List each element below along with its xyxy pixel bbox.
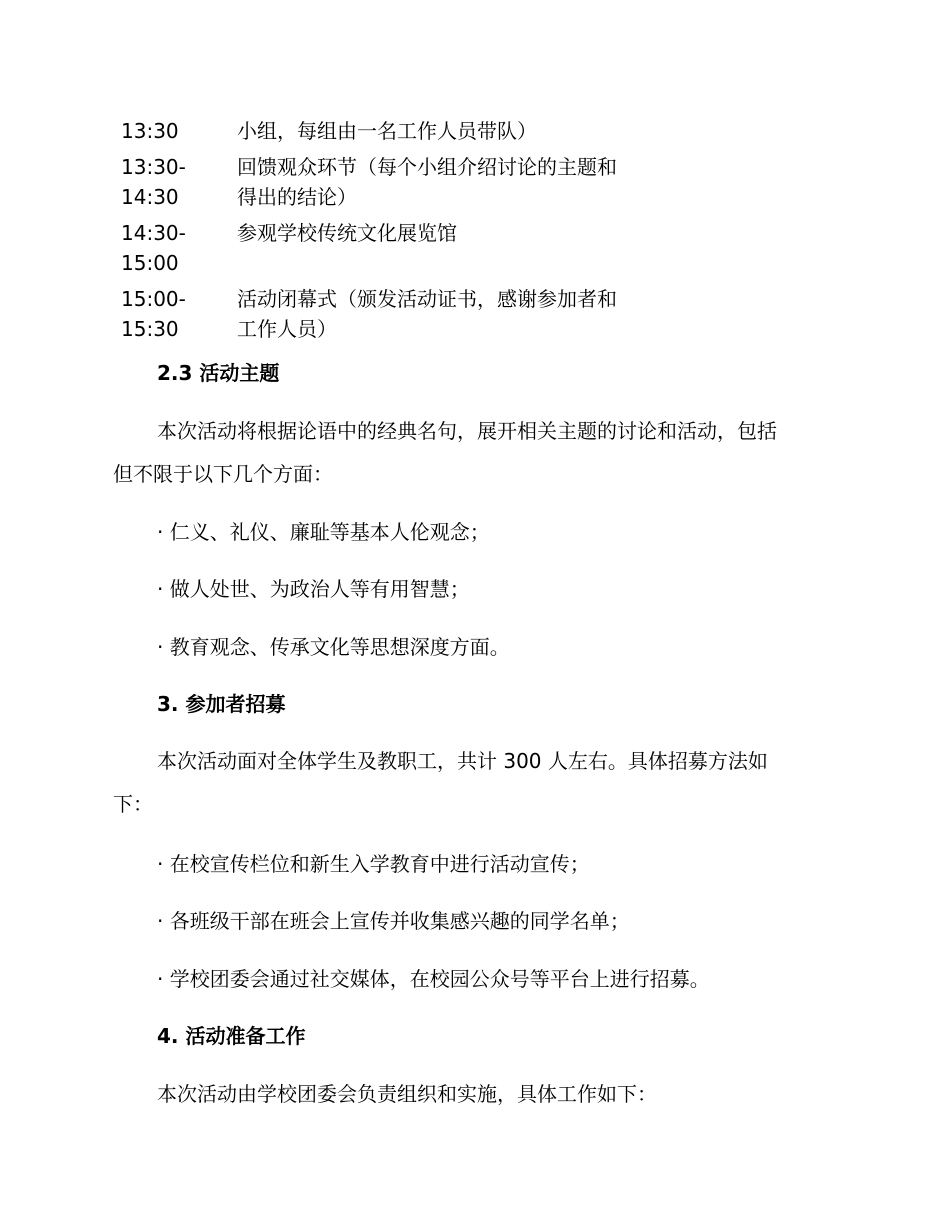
time-line: 14:30	[121, 185, 179, 209]
schedule-description	[237, 152, 677, 212]
bullet-item: · 各班级干部在班会上宣传并收集感兴趣的同学名单；	[157, 909, 630, 933]
schedule-description	[237, 284, 677, 344]
time-line: 14:30-	[121, 221, 186, 245]
preparation-intro	[113, 1079, 833, 1109]
section-heading-recruitment: 3. 参加者招募	[157, 692, 286, 716]
bullet-item: · 教育观念、传承文化等思想深度方面。	[157, 635, 510, 659]
time-line: 13:30-	[121, 155, 186, 179]
section-heading-activity-theme: 2.3 活动主题	[157, 361, 280, 385]
description-line: 得出的结论）	[237, 185, 357, 209]
bullet-item: · 仁义、礼仪、廉耻等基本人伦观念；	[157, 520, 490, 544]
time-line: 15:30	[121, 317, 179, 341]
schedule-time	[121, 284, 237, 344]
schedule-row	[121, 152, 681, 212]
schedule-description	[237, 218, 677, 278]
schedule-row	[121, 218, 681, 278]
bullet-item: · 学校团委会通过社交媒体，在校园公众号等平台上进行招募。	[157, 967, 710, 991]
paragraph-line: 下：	[113, 792, 153, 816]
bullet-item: · 做人处世、为政治人等有用智慧；	[157, 577, 470, 601]
description-line: 参观学校传统文化展览馆	[237, 221, 457, 245]
paragraph-line: 本次活动将根据论语中的经典名句，展开相关主题的讨论和活动，包括	[157, 419, 777, 443]
schedule-row	[121, 284, 681, 344]
recruitment-intro	[113, 746, 833, 819]
schedule-table	[121, 116, 681, 350]
paragraph-line: 本次活动由学校团委会负责组织和实施，具体工作如下：	[157, 1082, 657, 1106]
description-line: 小组，每组由一名工作人员带队）	[237, 119, 537, 143]
time-line: 13:30	[121, 119, 179, 143]
description-line: 工作人员）	[237, 317, 337, 341]
schedule-time	[121, 116, 237, 146]
section-heading-preparation: 4. 活动准备工作	[157, 1024, 306, 1048]
time-line: 15:00-	[121, 287, 186, 311]
paragraph-line: 本次活动面对全体学生及教职工，共计 300 人左右。具体招募方法如	[157, 749, 768, 773]
bullet-item: · 在校宣传栏位和新生入学教育中进行活动宣传；	[157, 852, 590, 876]
schedule-description	[237, 116, 677, 146]
time-line: 15:00	[121, 251, 179, 275]
description-line: 活动闭幕式（颁发活动证书，感谢参加者和	[237, 287, 617, 311]
schedule-row	[121, 116, 681, 146]
activity-theme-intro	[113, 416, 833, 489]
description-line: 回馈观众环节（每个小组介绍讨论的主题和	[237, 155, 617, 179]
schedule-time	[121, 152, 237, 212]
schedule-time	[121, 218, 237, 278]
paragraph-line: 但不限于以下几个方面：	[113, 462, 333, 486]
